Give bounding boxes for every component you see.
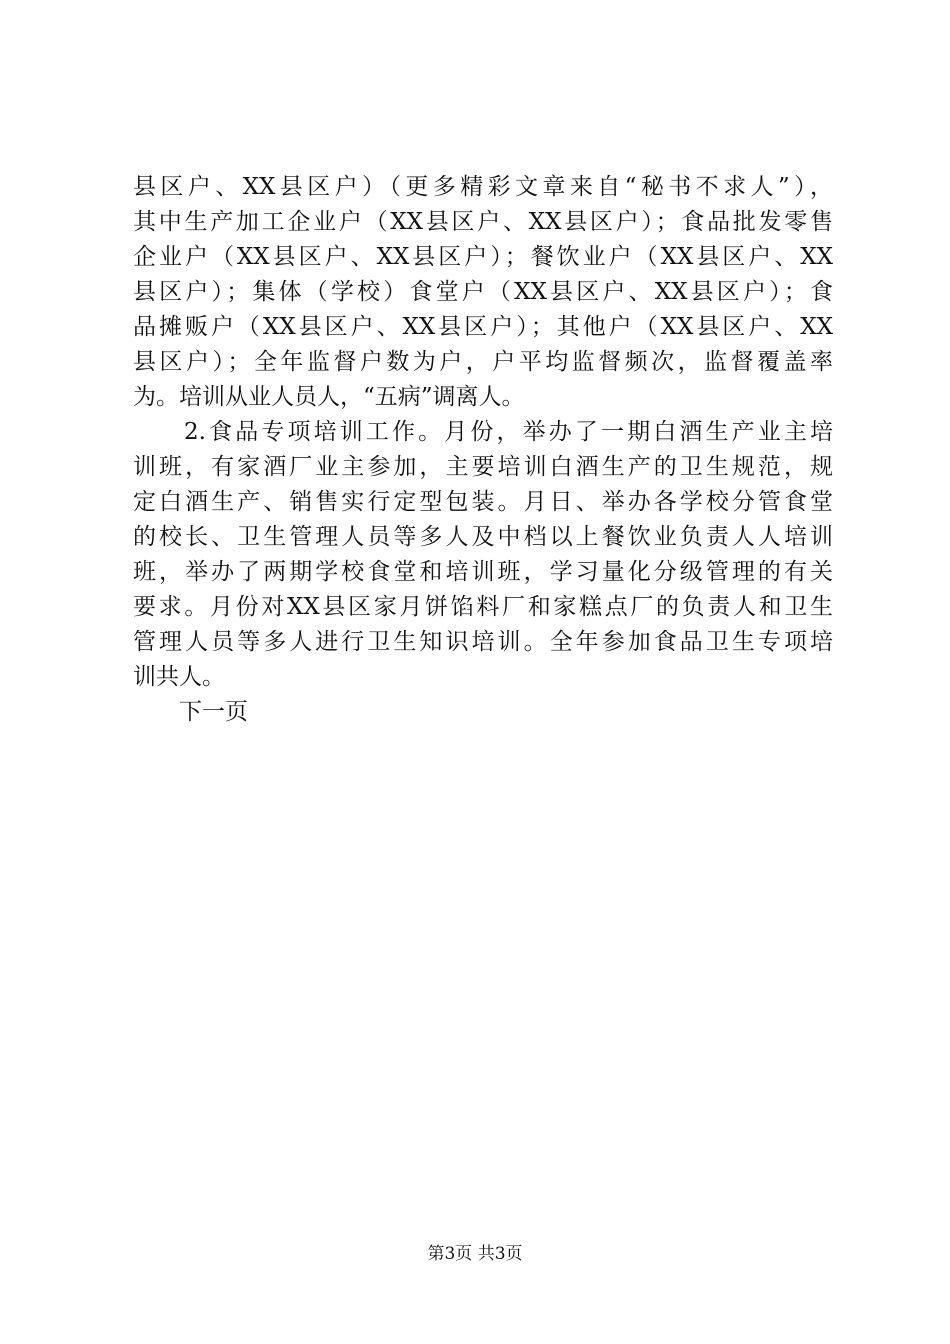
text-line: 为。培训从业人员人，“五病”调离人。 bbox=[133, 384, 525, 410]
text-line: 训班，有家酒厂业主参加，主要培训白酒生产的卫生规范，规 bbox=[133, 454, 833, 480]
text-line: 县区户、XX县区户）（更多精彩文章来自“秘书不求人”）， bbox=[133, 174, 833, 200]
text-line: 企业户（XX县区户、XX县区户）；餐饮业户（XX县区户、XX bbox=[133, 244, 833, 270]
text-line: 县区户）；集体（学校）食堂户（XX县区户、XX县区户）；食 bbox=[133, 279, 833, 305]
text-line: 品摊贩户（XX县区户、XX县区户）；其他户（XX县区户、XX bbox=[133, 314, 833, 340]
next-page-link[interactable]: 下一页 bbox=[179, 699, 248, 725]
text-line: 要求。月份对XX县区家月饼馅料厂和家糕点厂的负责人和卫生 bbox=[133, 594, 833, 620]
document-body bbox=[133, 170, 833, 730]
text-line: 管理人员等多人进行卫生知识培训。全年参加食品卫生专项培 bbox=[133, 629, 833, 655]
text-line: 的校长、卫生管理人员等多人及中档以上餐饮业负责人人培训 bbox=[133, 524, 833, 550]
paragraph-2 bbox=[133, 415, 833, 695]
text-line: 定白酒生产、销售实行定型包装。月日、举办各学校分管食堂 bbox=[133, 489, 833, 515]
text-line: 其中生产加工企业户（XX县区户、XX县区户）；食品批发零售 bbox=[133, 209, 833, 235]
text-line: 班，举办了两期学校食堂和培训班，学习量化分级管理的有关 bbox=[133, 559, 833, 585]
text-line: 训共人。 bbox=[133, 664, 225, 690]
text-line: 2.食品专项培训工作。月份，举办了一期白酒生产业主培 bbox=[184, 419, 833, 445]
page-footer: 第3页 共3页 bbox=[427, 1244, 523, 1264]
text-line: 县区户）；全年监督户数为户，户平均监督频次，监督覆盖率 bbox=[133, 349, 833, 375]
paragraph-1 bbox=[133, 170, 833, 415]
